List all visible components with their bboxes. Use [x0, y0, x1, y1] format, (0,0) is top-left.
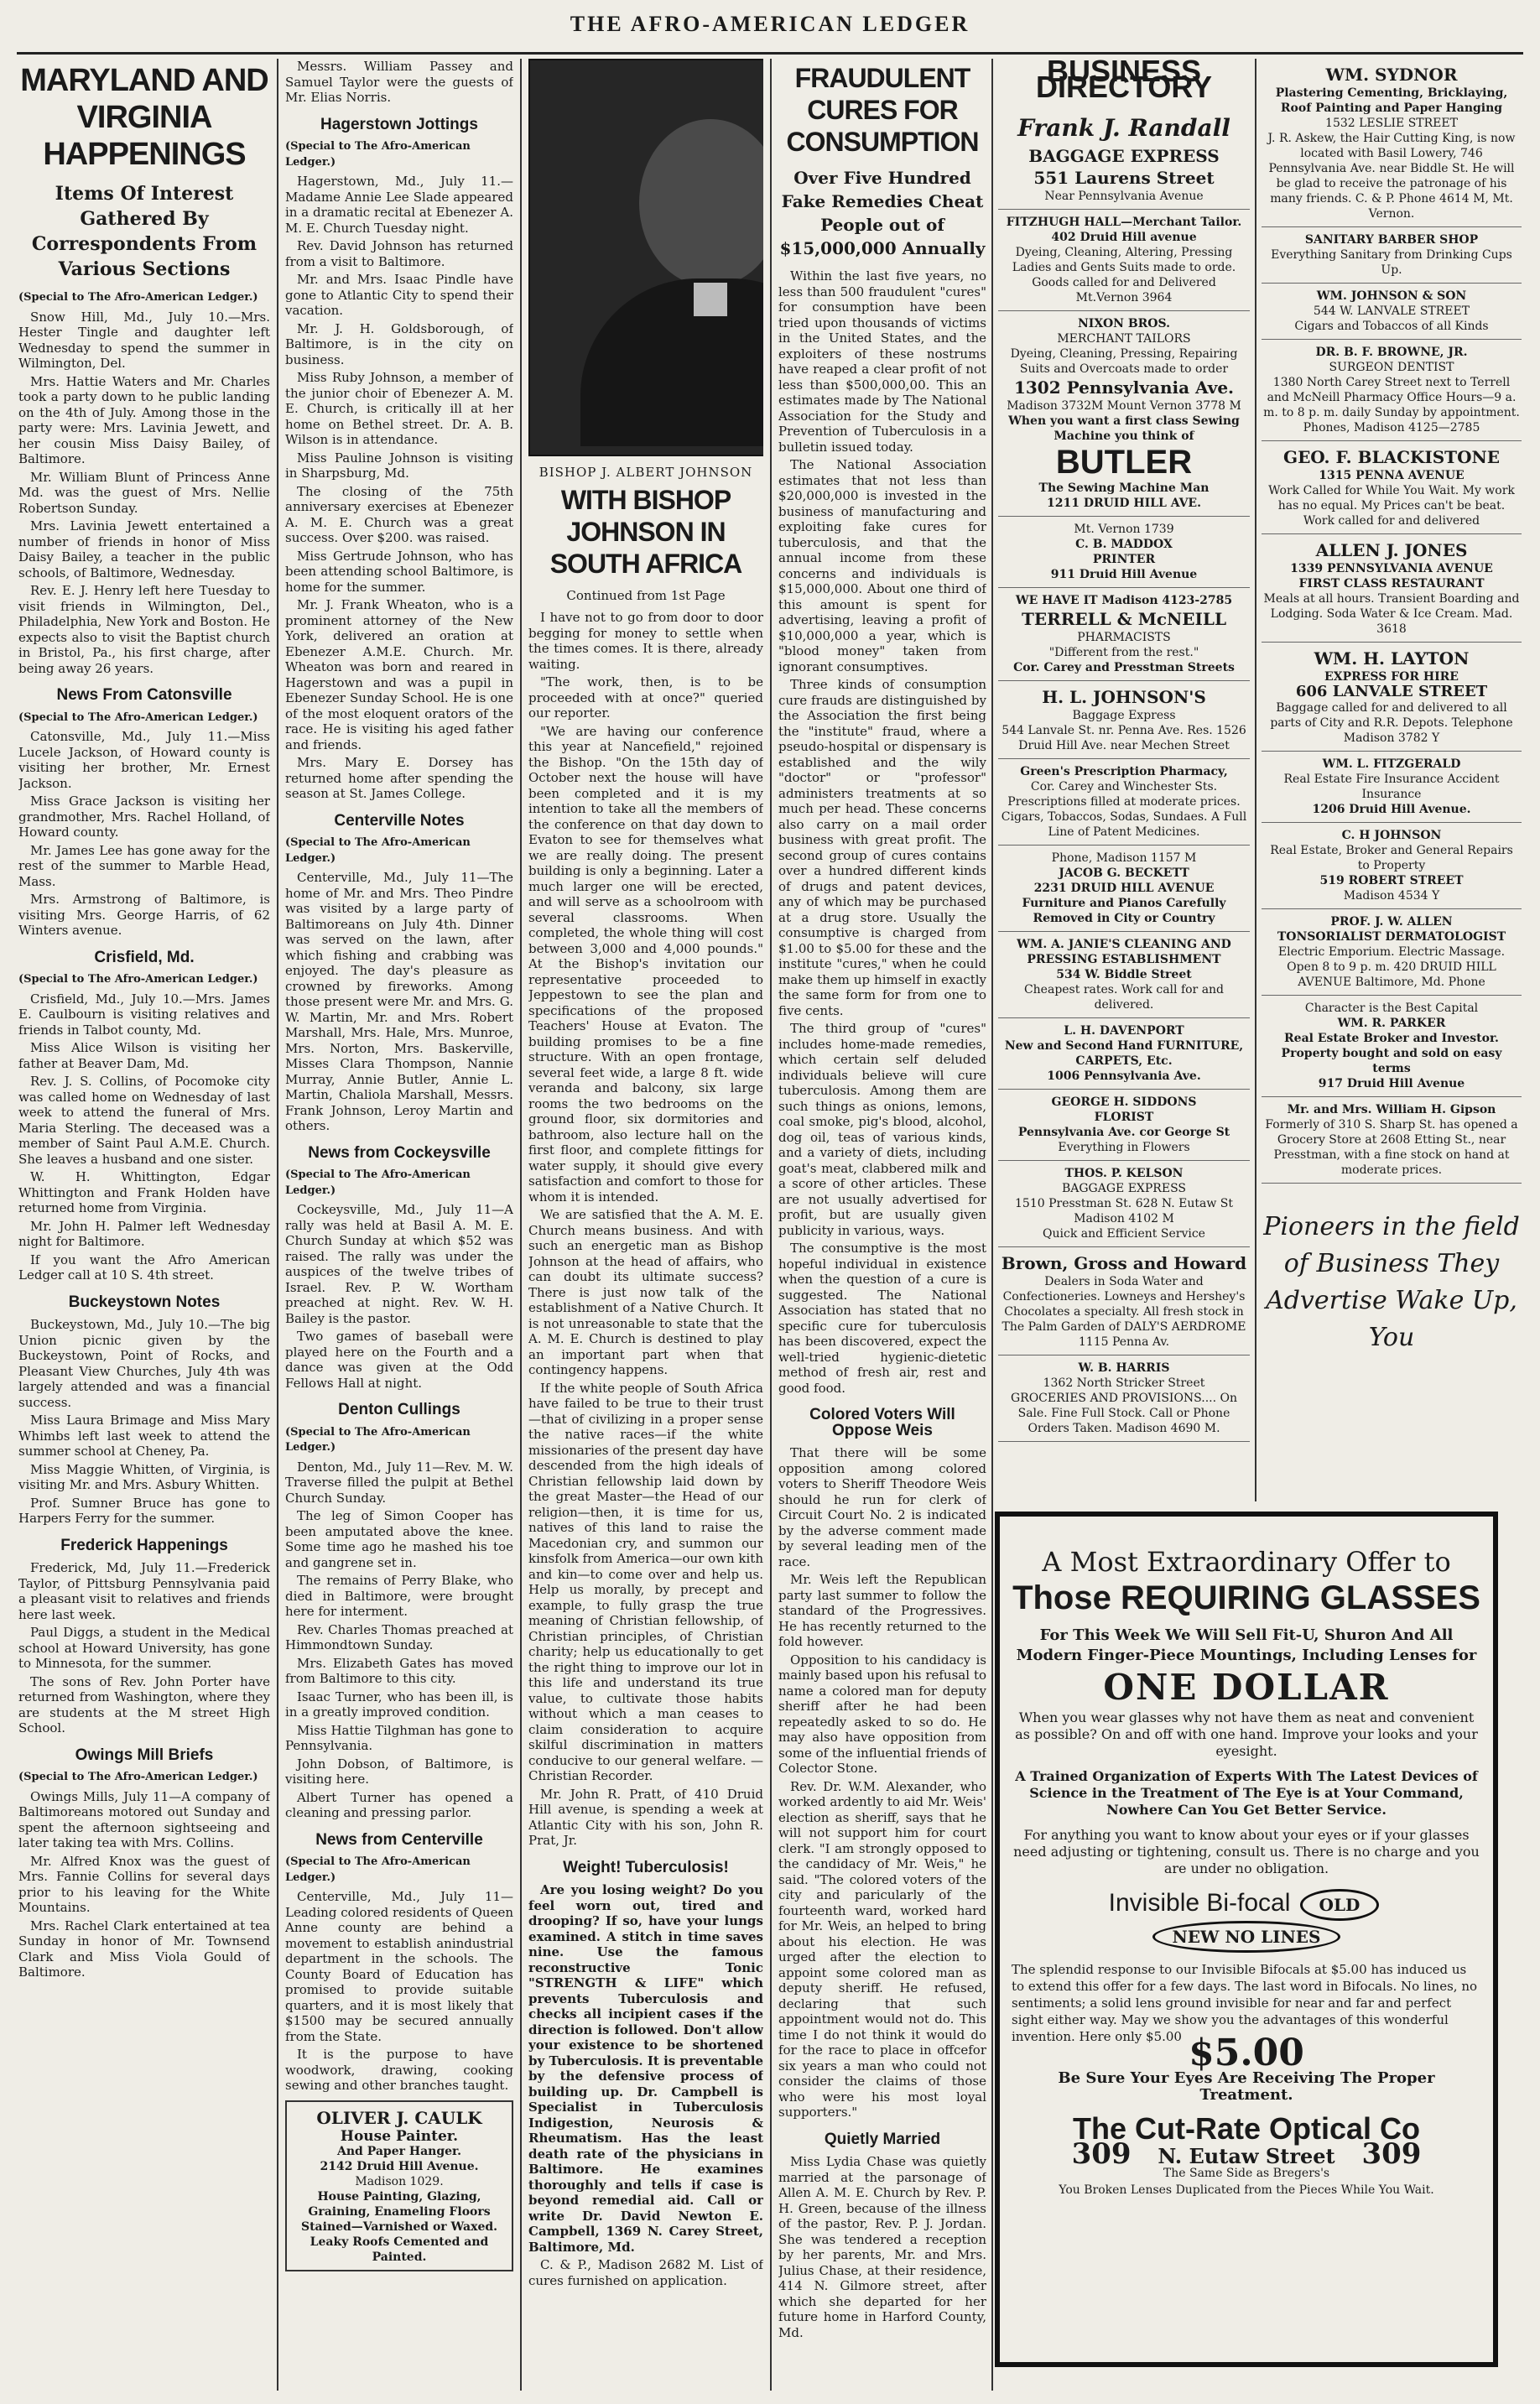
ad-line: New and Second Hand FURNITURE, CARPETS, Etc. — [1004, 1039, 1244, 1068]
ad-line: EXPRESS FOR HIRE — [1324, 670, 1459, 684]
ad-line: Cor. Carey and Winchester Sts. Prescriptions filled at moderate prices. Cigars, Tobaccos, Sodas, Sundaes. A Full Line of Patent Medicines. — [1001, 780, 1247, 839]
special-note: (Special to The Afro-American Ledger.) — [285, 140, 471, 169]
ad-oliver-caulk — [285, 2100, 513, 2271]
ad-name: THOS. P. KELSON — [1064, 1167, 1184, 1180]
paragraph: Rev. David Johnson has returned from a visit to Baltimore. — [285, 238, 513, 269]
ad-name: WM. A. JANIE'S CLEANING AND PRESSING ESTABLISHMENT — [1017, 938, 1231, 966]
section-heading: Centerville Notes — [334, 811, 465, 830]
ad-line: Cor. Carey and Presstman Streets — [1013, 661, 1235, 674]
ad-line: 911 Druid Hill Avenue — [1050, 568, 1198, 581]
paragraph: Centerville, Md., July 11—The home of Mr. and Mrs. Theo Pindre was visited by a large party of Baltimoreans on July 4th. Dinner was served on the lawn, after which fishing and crabbing was enjoyed. The day's pleasure as crowned by fireworks. Among those present were Mr. and Mrs. G. W. Martin, Mr. and Mrs. Robert Marshall, Mrs. Hale, Mrs. Munroe, Mrs. Norton, Mrs. Baskerville, Misses Clara Thompson, Nannie Murray, Annie Butler, Annie L. Martin, Chaliola Marshall, Messrs. Frank Johnson, Leroy Martin and others. — [285, 870, 513, 1133]
section-heading: News From Catonsville — [56, 686, 232, 704]
paragraph: Mr. Weis left the Republican party last summer to follow the standard of the Progressives. He has recently returned to the fold however. — [778, 1572, 986, 1649]
ad-beckett — [998, 846, 1250, 932]
paragraph: Denton, Md., July 11—Rev. M. W. Traverse filled the pulpit at Bethel Church Sunday. — [285, 1459, 513, 1506]
paragraph: Catonsville, Md., July 11.—Miss Lucele Jackson, of Howard county is visiting her brother, Mr. Ernest Jackson. — [18, 729, 270, 791]
paragraph: Mr. J. Frank Wheaton, who is a prominent attorney of the New York, delivered an oration at Ebenezer A.M.E. Church. Mr. Wheaton was born and reared in Hagerstown and was a pupil in Ebenezer Sunday School. He is one of the most eloquent orators of the race. He is visiting his aged father and friends. — [285, 597, 513, 752]
column-rule — [277, 59, 278, 2391]
ad-line: 1302 Pennsylvania Ave. — [1013, 377, 1235, 398]
paragraph: Cockeysville, Md., July 11—A rally was held at Basil A. M. E. Church Sunday at which $52 was raised. The rally was under the auspices of the twelve tribes of Israel. Rev. P. W. Wortham preached at night. Rev. W. H. Bailey is the pastor. — [285, 1202, 513, 1326]
section-heading: Frederick Happenings — [60, 1536, 228, 1554]
paragraph: I have not to go from door to door begging for money to settle when the times comes. It is there, already waiting. — [528, 610, 763, 672]
ad-gipson — [1262, 1097, 1522, 1184]
ad-line: Cheapest rates. Work call for and delivered. — [1023, 983, 1225, 1012]
ad-sanitary-barber — [1262, 227, 1522, 284]
paragraph: That there will be some opposition among colored voters to Sheriff Theodore Weis should he run for clerk of Circuit Court No. 2 is indicated by the adverse comment made by several leading men of the race. — [778, 1445, 986, 1569]
paragraph: Miss Lydia Chase was quietly married at the parsonage of Allen A. M. E. Church by Rev. P. H. Green, because of the illness of the pastor, Rev. P. J. Jordan. She was tendered a reception by her parents, Mr. and Mrs. Julius Chase, at their residence, 414 N. Gilmore street, after which she departed for her future home in Harford County, Md. — [778, 2154, 986, 2340]
paragraph: Prof. Sumner Bruce has gone to Harpers Ferry for the summer. — [18, 1495, 270, 1526]
ad-janie — [998, 932, 1250, 1018]
ad-ch-johnson — [1262, 823, 1522, 909]
special-note: (Special to The Afro-American Ledger.) — [18, 1771, 258, 1783]
column-4 — [778, 59, 986, 2391]
optical-text: A Trained Organization of Experts With The Latest Devices of Science in the Treatment of The Eye is at Your Command, Nowhere Can You Get Better Service. — [1015, 1768, 1478, 1818]
invisible-bifocal-label: Invisible Bi-focal — [1108, 1889, 1291, 1917]
ad-name: C. B. MADDOX — [1075, 538, 1173, 551]
ad-line: 1532 LESLIE STREET — [1325, 117, 1458, 130]
ad-line: 1211 DRUID HILL AVE. — [1047, 497, 1201, 510]
paragraph: Mrs. Elizabeth Gates has moved from Baltimore to this city. — [285, 1655, 513, 1686]
paragraph: Mr. Alfred Knox was the guest of Mrs. Fannie Collins for several days prior to his leaving for the White Mountains. — [18, 1853, 270, 1915]
street-name: N. Eutaw Street — [1158, 2144, 1335, 2168]
ad-line: Phone, Madison 1157 M — [1051, 851, 1197, 865]
ad-line: Work Called for While You Wait. My work has no equal. My Prices can't be beat. Work called for and delivered — [1268, 484, 1515, 528]
ad-line: MERCHANT TAILORS — [1057, 332, 1191, 346]
optical-five-dollar: $5.00 — [1189, 2032, 1304, 2074]
ad-name: WM. L. FITZGERALD — [1322, 757, 1461, 771]
paragraph: Miss Laura Brimage and Miss Mary Whimbs left last week to attend the summer school at Cheney, Pa. — [18, 1413, 270, 1459]
ad-name: WM. H. LAYTON — [1314, 648, 1470, 669]
paragraph: The leg of Simon Cooper has been amputated above the knee. Some time ago he mashed his toe and gangrene set in. — [285, 1508, 513, 1570]
special-note: (Special to The Afro-American Ledger.) — [285, 1425, 471, 1454]
ad-name: SANITARY BARBER SHOP — [1304, 233, 1479, 247]
continued-note: Continued from 1st Page — [566, 587, 726, 603]
ad-line: TONSORIALIST DERMATOLOGIST — [1277, 930, 1506, 944]
ad-davenport — [998, 1018, 1250, 1090]
column-3 — [528, 59, 763, 2391]
ad-hl-johnson — [998, 681, 1250, 759]
paragraph: Mr. J. H. Goldsborough, of Baltimore, is in the city on business. — [285, 320, 513, 367]
ad-line: 917 Druid Hill Avenue — [1318, 1077, 1465, 1090]
ad-line: "Different from the rest." — [1048, 646, 1199, 659]
ad-parker — [1262, 996, 1522, 1097]
ad-line: Meals at all hours. Transient Boarding and Lodging. Soda Water & Ice Cream. Mad. 3618 — [1263, 592, 1520, 636]
paragraph: W. H. Whittington, Edgar Whittington and Frank Holden have returned home from Virginia. — [18, 1169, 270, 1215]
ad-line: And Paper Hanger. — [336, 2144, 461, 2158]
ad-line: House Painting, Glazing, Graining, Enameling Floors Stained—Varnished or Waxed. Leaky Roofs Cemented and Painted. — [300, 2189, 498, 2264]
ad-line: The Sewing Machine Man — [1038, 481, 1210, 495]
headline-fraudulent: FRAUDULENT CURES FOR CONSUMPTION — [786, 63, 979, 157]
ad-name: JACOB G. BECKETT — [1059, 866, 1189, 880]
ad-line: 1380 North Carey Street next to Terrell and McNeill Pharmacy Office Hours—9 a. m. to 8 p. m. daily Sunday by appointment. Phones, Madison 4125—2785 — [1263, 376, 1520, 434]
ad-line: 402 Druid Hill avenue — [1051, 231, 1197, 244]
paragraph: Miss Maggie Whitten, of Virginia, is visiting Mr. and Mrs. Asbury Whitten. — [18, 1461, 270, 1492]
optical-text: The splendid response to our Invisible Bifocals at $5.00 has induced us to extend this offer for a few days. The last word in Bifocals. No lines, no sentiments; a solid lens ground invisible for near and far and perfect sight either way. May we show you the advantages of this wonderful invention. Here only $5.00 — [1012, 1962, 1478, 2044]
ad-sydnor — [1262, 59, 1522, 227]
ad-maddox — [998, 517, 1250, 588]
paragraph: Mr. and Mrs. Isaac Pindle have gone to Atlantic City to spend their vacation. — [285, 272, 513, 318]
ad-layton — [1262, 643, 1522, 752]
paragraph: John Dobson, of Baltimore, is visiting here. — [285, 1756, 513, 1787]
ad-name: PROF. J. W. ALLEN — [1330, 915, 1453, 929]
ad-line: 2231 DRUID HILL AVENUE — [1033, 882, 1215, 895]
ad-line: WE HAVE IT Madison 4123-2785 — [1015, 594, 1233, 607]
ad-line: 2142 Druid Hill Avenue. — [320, 2159, 479, 2173]
paragraph: We are satisfied that the A. M. E. Church means business. And with such an energetic man as Bishop Johnson at the head of affairs, who can doubt its ultimate success? There is just now talk of the establishment of a Native Church. It is not unreasonable to state that the A. M. E. Church is destined to play an important part when that contingency happens. — [528, 1207, 763, 1377]
ad-harris — [998, 1356, 1250, 1442]
ad-name: GEORGE H. SIDDONS — [1051, 1095, 1197, 1109]
photo-caption: BISHOP J. ALBERT JOHNSON — [538, 465, 753, 480]
section-heading: Weight! Tuberculosis! — [563, 1858, 729, 1876]
ad-cut-rate-optical — [995, 1512, 1498, 2367]
ad-line: BAGGAGE EXPRESS — [1061, 1182, 1187, 1195]
ad-name: Green's Prescription Pharmacy, — [1020, 765, 1228, 778]
ad-line: Dealers in Soda Water and Confectioneries. Lowneys and Hershey's Chocolates a specialty. All fresh stock in The Palm Garden of DALY'S AERDROME 1115 Penna Av. — [1002, 1275, 1246, 1349]
ad-line: Mt. Vernon 1739 — [1074, 523, 1174, 536]
ad-nixon — [998, 311, 1250, 517]
ad-line: FIRST CLASS RESTAURANT — [1298, 577, 1485, 591]
pioneers-slogan: Pioneers in the field of Business They Advertise Wake Up, You — [1263, 1212, 1520, 1352]
paragraph: Miss Alice Wilson is visiting her father at Beaver Dam, Md. — [18, 1040, 270, 1071]
paragraph: Centerville, Md., July 11—Leading colored residents of Queen Anne county are behind a movement to establish anindustrial department in the schools. The County Board of Education has promised to provide suitable quarters, and it is most likely that $1500 may be secured annually from the State. — [285, 1889, 513, 2044]
ad-line: Madison 4534 Y — [1343, 889, 1440, 903]
paragraph: Mr. John H. Palmer left Wednesday night for Baltimore. — [18, 1218, 270, 1249]
ad-line: 544 W. LANVALE STREET — [1313, 304, 1470, 318]
ad-blackistone — [1262, 441, 1522, 534]
ad-line: J. R. Askew, the Hair Cutting King, is now located with Basil Lowery, 746 Pennsylvania Ave. near Biddle St. He will be glad to receive the patronage of his many friends. C. & P. Phone 4614 M, Mt. Vernon. — [1267, 132, 1516, 221]
section-heading: Hagerstown Jottings — [320, 115, 478, 133]
paragraph: C. & P., Madison 2682 M. List of cures furnished on application. — [528, 2257, 763, 2288]
paragraph: Two games of baseball were played here on the Fourth and a dance was given at the Odd Fellows Hall at night. — [285, 1329, 513, 1391]
paragraph: Miss Gertrude Johnson, who has been attending school Baltimore, is home for the summer. — [285, 548, 513, 595]
ad-line: Baggage called for and delivered to all parts of City and R.R. Depots. Telephone Madison 3782 Y — [1270, 701, 1513, 745]
ad-line: 1206 Druid Hill Avenue. — [1312, 803, 1471, 816]
paragraph: Miss Grace Jackson is visiting her grandmother, Mrs. Rachel Holland, of Howard county. — [18, 794, 270, 840]
section-heading: Crisfield, Md. — [94, 948, 195, 966]
ad-line: GROCERIES AND PROVISIONS.... On Sale. Fine Full Stock. Call or Phone Orders Taken. Madison 4690 M. — [1010, 1392, 1238, 1435]
optical-text: When you wear glasses why not have them as neat and convenient as possible? On and off with one hand. Improve your looks and your eyesight. — [1015, 1709, 1478, 1759]
ad-line: 1315 PENNA AVENUE — [1319, 469, 1465, 482]
special-note: (Special to The Afro-American Ledger.) — [285, 1855, 471, 1884]
ad-name: H. L. JOHNSON'S — [1042, 687, 1206, 707]
ad-terrell — [998, 588, 1250, 681]
section-heading: Denton Cullings — [338, 1401, 460, 1418]
optical-one-dollar: ONE DOLLAR — [1103, 1667, 1390, 1708]
paragraph: The closing of the 75th anniversary exercises at Ebenezer A. M. E. Church was a great success. Over $200. was raised. — [285, 483, 513, 545]
ad-line: Real Estate Broker and Investor. Property bought and sold on easy terms — [1281, 1032, 1502, 1075]
section-heading: Owings Mill Briefs — [75, 1746, 214, 1764]
ad-name: Frank J. Randall — [1017, 114, 1230, 142]
column-rule — [520, 59, 522, 2391]
ad-line: 1339 PENNSYLVANIA AVENUE — [1290, 562, 1493, 575]
ad-name: Mr. and Mrs. William H. Gipson — [1287, 1103, 1496, 1116]
ad-line: Character is the Best Capital — [1304, 1002, 1479, 1015]
paragraph: Crisfield, Md., July 10.—Mrs. James E. Caulbourn is visiting relatives and friends in Talbot county, Md. — [18, 991, 270, 1038]
portrait-body — [580, 278, 763, 446]
ad-line: 551 Laurens Street — [1033, 168, 1215, 188]
ad-line: Plastering Cementing, Bricklaying, Roof Painting and Paper Hanging — [1275, 86, 1508, 115]
paragraph: Snow Hill, Md., July 10.—Mrs. Hester Tingle and daughter left Wednesday to spend the summer in Wilmington, Del. — [18, 309, 270, 371]
ad-line: Dyeing, Cleaning, Altering, Pressing Ladies and Gents Suits made to orde. Goods called for and Delivered Mt.Vernon 3964 — [1012, 246, 1236, 304]
ad-browne — [1262, 340, 1522, 441]
paragraph: Three kinds of consumption cure frauds are distinguished by the Association the first being the "institute" fraud, where a pseudo-hospital or dispensary is established and the wily "doctor" or "professor" administers treatments at so much per head. These concerns also carry on a mail order business with great profit. The second group of cures contains over a hundred different kinds of drugs and patent devices, any of which may be purchased at a drug store. Usually the consumptive is charged from $1.00 to $5.00 for these and the institute "cures," when he could make them up himself in exactly the same form for from one to five cents. — [778, 677, 986, 1018]
ad-line: Cigars and Tobaccos of all Kinds — [1294, 320, 1489, 333]
column-rule — [991, 59, 993, 2391]
ad-line: FLORIST — [1094, 1111, 1154, 1124]
subhead-fake-remedies: Over Five Hundred Fake Remedies Cheat People out of $15,000,000 Annually — [779, 168, 986, 258]
ad-name: NIXON BROS. — [1078, 317, 1170, 330]
bifocal-row — [1012, 1889, 1481, 1953]
ad-line: 1510 Presstman St. 628 N. Eutaw St — [1015, 1197, 1233, 1210]
paragraph: The National Association estimates that not less than $20,000,000 is invested in the business of manufacturing and exploiting fake cures for tuberculosis, and that the annual income from these concerns and individuals is $15,000,000. About one third of this amount is spent for advertising, leaving a profit of $10,000,000 a year, which is "blood money" taken from ignorant consumptives. — [778, 457, 986, 674]
optical-text: The Same Side as Bregers's — [1163, 2167, 1330, 2180]
section-heading: Quietly Married — [824, 2130, 941, 2148]
ad-line: When you want a first class Sewing Machine you think of — [1008, 414, 1240, 443]
paragraph: Paul Diggs, a student in the Medical school at Howard University, has gone to Minnesota, for the summer. — [18, 1625, 270, 1671]
paragraph: "We are having our conference this year at Nancefield," rejoined the Bishop. "On the 15th day of October next the house will have been completed and it is my intention to take all the members of the conference on that day down to Evaton to see for themselves what we are really doing. The present building is only a beginning. Later a much larger one will be erected, and will serve as a schoolroom with several classrooms. When completed, the whole thing will cost between 3,000 and 4,000 pounds." At the Bishop's invitation our representative proceeded to Jeppestown to see the plan and specifications of the proposed Teachers' House at Evaton. The building promises to be a fine structure. With an open frontage, several feet wide, a large 8 ft. wide veranda and balcony, six large rooms the two bedrooms on the ground floor, six dormitories and bathroom, also lecture hall on the first floor, and complete fittings for water supply, it should give every satisfaction and comfort to those for whom it is intended. — [528, 723, 763, 1205]
optical-offer-title: A Most Extraordinary Offer to — [1042, 1546, 1451, 1578]
optical-address — [1012, 2137, 1481, 2171]
ad-fitzhugh — [998, 210, 1250, 311]
subhead-items: Items Of Interest Gathered By Correspondents From Various Sections — [31, 183, 258, 280]
paragraph: Messrs. William Passey and Samuel Taylor were the guests of Mr. Elias Norris. — [285, 59, 513, 105]
ad-line: House Painter. — [340, 2127, 459, 2145]
ad-name: ALLEN J. JONES — [1315, 540, 1468, 560]
paragraph: Owings Mills, July 11—A company of Baltimoreans motored out Sunday and spent the afternoon sightseeing and later taking tea with Mrs. Collins. — [18, 1788, 270, 1850]
paragraph: Rev. J. S. Collins, of Pocomoke city was called home on Wednesday of last week to attend the funeral of Mrs. Maria Sterling. The deceased was a member of Saint Paul A.M.E. Church. She leaves a husband and one sister. — [18, 1074, 270, 1167]
street-number: 309 — [1071, 2137, 1132, 2171]
paragraph: Mrs. Armstrong of Baltimore, is visiting Mrs. George Harris, of 62 Winters avenue. — [18, 892, 270, 938]
ad-wm-johnson — [1262, 284, 1522, 340]
ad-line: Formerly of 310 S. Sharp St. has opened a Grocery Store at 2608 Etting St., near Presstman, with a fine stock on hand at moderate prices. — [1265, 1118, 1518, 1177]
paragraph: Mr. James Lee has gone away for the rest of the summer to Marble Head, Mass. — [18, 842, 270, 889]
ad-line: Pennsylvania Ave. cor George St — [1017, 1126, 1230, 1139]
portrait-head — [639, 119, 763, 287]
ad-line: Real Estate Fire Insurance Accident Insurance — [1283, 773, 1500, 801]
ad-siddons — [998, 1090, 1250, 1161]
ad-brown-gross — [998, 1247, 1250, 1356]
ad-line: Madison 4102 M — [1074, 1212, 1174, 1225]
paragraph: Mrs. Hattie Waters and Mr. Charles took a party down to he public landing on the 4th of July. Among those in the party were: Mrs. Lavinia Jewett, and her cousin Miss Daisy Bailey, of Baltimore. — [18, 373, 270, 466]
ad-name: C. H JOHNSON — [1341, 829, 1442, 842]
column-2 — [285, 59, 513, 2391]
ad-line: Furniture and Pianos Carefully Removed in City or Country — [1022, 897, 1226, 925]
paragraph: Rev. Charles Thomas preached at Himmondtown Sunday. — [285, 1621, 513, 1652]
paragraph: Within the last five years, no less than 500 fraudulent "cures" for consumption have been tried upon thousands of victims in the United States, and the exploiters of these nostrums have reaped a clear profit of not less than $500,000,00. This an estimates made by The National Association for the Study and Prevention of Tuberculosis in a bulletin issued today. — [778, 268, 986, 455]
new-lens-icon: NEW NO LINES — [1152, 1921, 1340, 1953]
column-rule — [770, 59, 772, 2391]
old-lens-icon: OLD — [1300, 1889, 1380, 1921]
paragraph: If you want the Afro American Ledger call at 10 S. 4th street. — [18, 1251, 270, 1283]
special-note: (Special to The Afro-American Ledger.) — [18, 973, 258, 986]
optical-text: Be Sure Your Eyes Are Receiving The Proper Treatment. — [1058, 2069, 1435, 2104]
optical-offer-text: For This Week We Will Sell Fit-U, Shuron And All Modern Finger-Piece Mountings, Including Lenses for — [1016, 1626, 1477, 1664]
paragraph: Mrs. Mary E. Dorsey has returned home after spending the season at St. James College. — [285, 755, 513, 801]
ad-line: 534 W. Biddle Street — [1056, 968, 1192, 981]
business-directory-title: BUSINESS DIRECTORY — [1035, 59, 1213, 104]
ad-line: 1362 North Stricker Street — [1043, 1376, 1205, 1390]
ad-name: L. H. DAVENPORT — [1064, 1024, 1184, 1038]
ad-name: W. B. HARRIS — [1078, 1361, 1170, 1375]
ad-line: Dyeing, Cleaning, Pressing, Repairing Suits and Overcoats made to order — [1010, 347, 1238, 376]
ad-name: Brown, Gross and Howard — [1001, 1253, 1247, 1273]
ad-line: Madison 1029. — [355, 2174, 444, 2188]
ad-line: Madison 3732M Mount Vernon 3778 M — [1007, 399, 1241, 413]
special-note: (Special to The Afro-American Ledger.) — [285, 836, 471, 865]
headline-bishop: WITH BISHOP JOHNSON IN SOUTH AFRICA — [549, 484, 742, 579]
headline-maryland: MARYLAND AND VIRGINIA HAPPENINGS — [20, 63, 268, 172]
ad-line: 544 Lanvale St. nr. Penna Ave. Res. 1526 Druid Hill Ave. near Mechen Street — [1002, 724, 1246, 752]
section-heading: News from Centerville — [315, 1830, 483, 1849]
paragraph: Miss Ruby Johnson, a member of the junior choir of Ebenezer A. M. E. Church, is critically ill at her home on Bethel street. Dr. A. B. Wilson is in attendance. — [285, 370, 513, 447]
ad-name: WM. SYDNOR — [1325, 65, 1458, 85]
paragraph: Mr. John R. Pratt, of 410 Druid Hill avenue, is spending a week at Atlantic City with his son, John R. Prat, Jr. — [528, 1786, 763, 1848]
ad-line: Everything in Flowers — [1058, 1141, 1190, 1154]
ad-line: PHARMACISTS — [1077, 631, 1171, 644]
column-6-directory — [1262, 59, 1522, 1501]
paragraph: Rev. Dr. W.M. Alexander, who worked ardently to aid Mr. Weis' election as sheriff, says that he will not support him for court clerk. "I am strongly opposed to the candidacy of Mr. Weis," he said. "The colored voters of the city and paricularly of the fourteenth ward, worked hard for Mr. Weis, an helped to bring about his election. He was urged after the election to appoint some colored man as deputy sheriff. He refused, declaring that such appointment would not do. This time I do not think it would do for the race to place in offcefor six years a man who could not consider the claims of those who were his most loyal supporters." — [778, 1778, 986, 2120]
ad-name: DR. B. F. BROWNE, JR. — [1315, 346, 1468, 359]
paragraph: It is the purpose to have woodwork, drawing, cooking sewing and other branches taught. — [285, 2047, 513, 2093]
paragraph: Miss Pauline Johnson is visiting in Sharpsburg, Md. — [285, 450, 513, 481]
paragraph: If the white people of South Africa have failed to be true to their trust—that of civilizing in a proper sense the native races—if the white missionaries of the present day have descended from the high ideals of Christian fellowship laid down by the great Master—the Head of our religion—then, it is time for us, natives of this land to raise the Macedonian cry, and summon our kinsfolk from America—our own kith and kin—to come over and help us. Help us morally, by precept and example, to fully grasp the true meaning of Christian fellowship, of Christian principles, of Christian charity; help us educationally to get the right thing to improve our lot in this life and understand its true value, to cultivate those habits without which a man ceases to claim consideration to acquire skilful discrimination in matters conducive to our general welfare. —Christian Recorder. — [528, 1380, 763, 1783]
column-1 — [18, 59, 270, 2391]
paragraph: Mrs. Lavinia Jewett entertained a number of friends in honor of Miss Daisy Bailey, a teacher in the public schools, of Baltimore, Wednesday. — [18, 518, 270, 580]
ad-line: Everything Sanitary from Drinking Cups Up. — [1271, 248, 1512, 277]
ad-prof-allen — [1262, 909, 1522, 996]
bishop-portrait — [528, 59, 763, 456]
ad-line: 519 ROBERT STREET — [1319, 874, 1464, 887]
ad-line: 606 LANVALE STREET — [1295, 683, 1488, 700]
paragraph: Rev. E. J. Henry left here Tuesday to visit friends in Wilmington, Del., Philadelphia, New York and Boston. He expects also to visit the Baptist church in Bristol, Pa., his first charge, after being away 26 years. — [18, 583, 270, 676]
paragraph: Are you losing weight? Do you feel worn out, tired and drooping? If so, have your lungs examined. A stitch in time saves nine. Use the famous reconstructive Tonic "STRENGTH & LIFE" which prevents Tuberculosis and checks all incipient cases if the direction is followed. Don't allow your existence to be shortened by Tuberculosis. It is preventable by the defensive process of building up. Dr. Campbell is Specialist in Tuberculosis Indigestion, Neurosis & Rheumatism. Has the least death rate of the physicians in Baltimore. He examines thoroughly and tells if case is beyond remedial aid. Call or write Dr. David Newton E. Campbell, 1369 N. Carey Street, Baltimore, Md. — [528, 1882, 763, 2255]
paragraph: The sons of Rev. John Porter have returned from Washington, where they are students at the M street High School. — [18, 1673, 270, 1735]
paragraph: Buckeystown, Md., July 10.—The big Union picnic given by the Buckeystown, Point of Rocks, and Pleasant View Churches, July 4th was largely attended and was a financial success. — [18, 1317, 270, 1410]
paragraph: Opposition to his candidacy is mainly based upon his refusal to name a colored man for deputy sheriff after he had been repeatedly asked to so do. He may also have opposition from some of the influential friends of Colector Stone. — [778, 1652, 986, 1776]
ad-kelson — [998, 1161, 1250, 1247]
section-heading: News from Cockeysville — [308, 1143, 491, 1162]
special-note: (Special to The Afro-American Ledger.) — [18, 291, 258, 304]
column-rule — [1255, 59, 1256, 1501]
paragraph: Miss Hattie Tilghman has gone to Pennsylvania. — [285, 1722, 513, 1753]
ad-line: PRINTER — [1092, 553, 1156, 566]
ad-butler: BUTLER — [1055, 444, 1193, 481]
special-note: (Special to The Afro-American Ledger.) — [285, 1168, 471, 1197]
ad-name: FITZHUGH HALL—Merchant Tailor. — [1006, 216, 1242, 229]
ad-fitzgerald — [1262, 752, 1522, 823]
paragraph: The remains of Perry Blake, who died in Baltimore, were brought here for interment. — [285, 1573, 513, 1619]
paragraph: Mr. William Blunt of Princess Anne Md. was the guest of Mrs. Nellie Robertson Sunday. — [18, 469, 270, 516]
ad-line: Quick and Efficient Service — [1043, 1227, 1205, 1241]
paragraph: The third group of "cures" includes home-made remedies, which certain self deluded individuals believe will cure tuberculosis. Among them are such things as onions, lemons, coal smoke, pig's blood, alcohol, dog oil, teas of various kinds, and a variety of diets, including goat's meat, clabbered milk and a score of other articles. These are not usually advertised for profit, but are usually given publicity in various, ways. — [778, 1021, 986, 1238]
paragraph: The consumptive is the most hopeful individual in existence when the question of a cure is suggested. The National Association has stated that no specific cure for tuberculosis has been discovered, expect the well-tried hygienic-dietetic method of fresh air, rest and good food. — [778, 1241, 986, 1396]
ad-line: BAGGAGE EXPRESS — [1028, 146, 1220, 166]
street-number: 309 — [1361, 2137, 1422, 2171]
masthead: THE AFRO-AMERICAN LEDGER — [17, 0, 1523, 55]
ad-line: 1006 Pennsylvania Ave. — [1047, 1069, 1201, 1083]
ad-greens-pharmacy — [998, 759, 1250, 846]
paragraph: Albert Turner has opened a cleaning and pressing parlor. — [285, 1789, 513, 1820]
special-note: (Special to The Afro-American Ledger.) — [18, 710, 258, 724]
ad-name: GEO. F. BLACKISTONE — [1282, 447, 1501, 467]
section-heading: Colored Voters Will Oppose Weis — [809, 1406, 955, 1439]
ad-name: WM. JOHNSON & SON — [1316, 289, 1467, 303]
ad-allen-jones — [1262, 534, 1522, 643]
ad-line: Electric Emporium. Electric Massage. Open 8 to 9 p. m. 420 DRUID HILL AVENUE Baltimore, Md. Phone — [1277, 945, 1506, 989]
optical-text: For anything you want to know about your eyes or if your glasses need adjusting or tightening, consult us. There is no charge and you are under no obligation. — [1013, 1827, 1480, 1876]
section-heading: Buckeystown Notes — [68, 1293, 221, 1311]
portrait-collar — [694, 283, 727, 316]
optical-requiring-glasses: Those REQUIRING GLASSES — [1012, 1579, 1480, 1616]
ad-randall — [998, 107, 1250, 210]
optical-text: You Broken Lenses Duplicated from the Pieces While You Wait. — [1059, 2183, 1434, 2197]
ad-line: Baggage Express — [1072, 709, 1176, 722]
ad-line: Real Estate, Broker and General Repairs to Property — [1270, 844, 1513, 872]
ad-line: Near Pennsylvania Avenue — [1044, 190, 1204, 203]
paragraph: Mrs. Rachel Clark entertained at tea Sunday in honor of Mr. Townsend Clark and Miss Viola Gould of Baltimore. — [18, 1917, 270, 1980]
ad-name: TERRELL & McNEILL — [1021, 609, 1227, 629]
paragraph: Frederick, Md, July 11.—Frederick Taylor, of Pittsburg Pennsylvania paid a pleasant visit to relatives and friends here last week. — [18, 1560, 270, 1622]
ad-name: OLIVER J. CAULK — [316, 2107, 482, 2128]
paragraph: Hagerstown, Md., July 11.—Madame Annie Lee Slade appeared in a dramatic recital at Ebenezer A. M. E. Church Tuesday night. — [285, 174, 513, 236]
ad-name: WM. R. PARKER — [1337, 1017, 1446, 1030]
paragraph: "The work, then, is to be proceeded with at once?" queried our reporter. — [528, 674, 763, 721]
ad-line: SURGEON DENTIST — [1329, 361, 1454, 374]
column-5-directory — [998, 59, 1250, 1501]
optical-company: The Cut-Rate Optical Co — [1072, 2111, 1421, 2146]
paragraph: Isaac Turner, who has been ill, is in a greatly improved condition. — [285, 1689, 513, 1720]
